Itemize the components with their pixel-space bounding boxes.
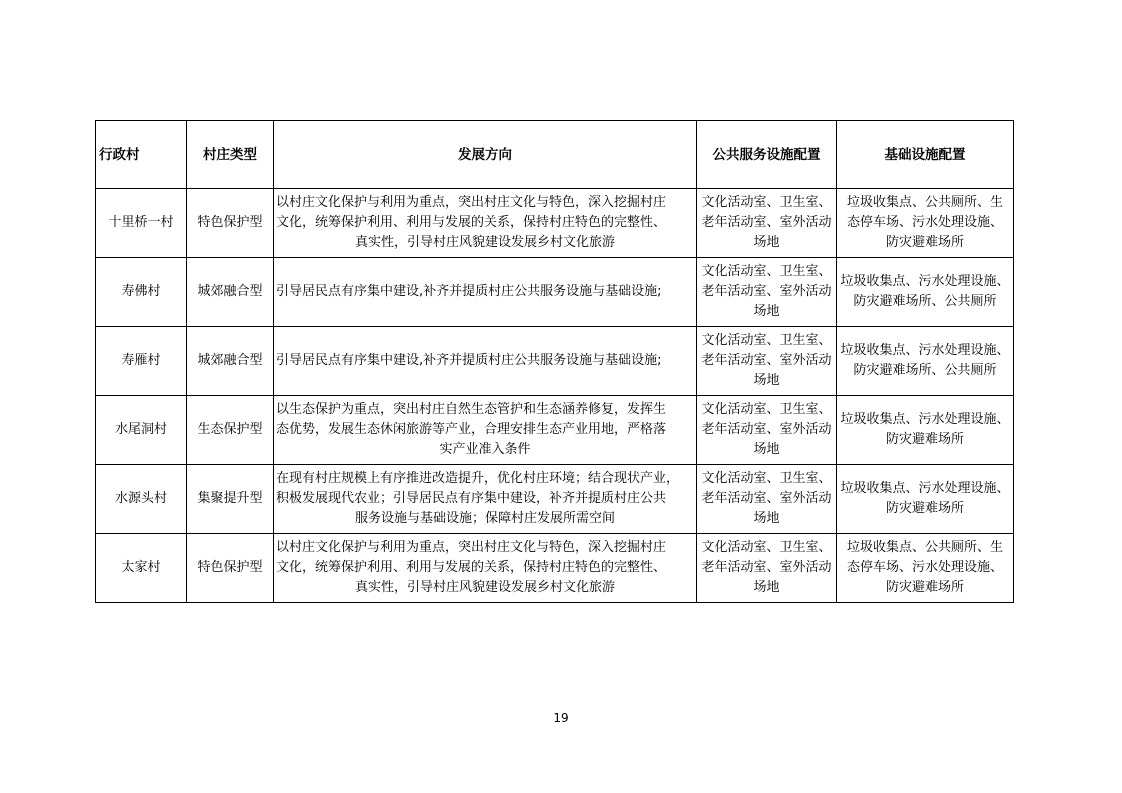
table-row xyxy=(96,465,1014,534)
infrastructure-line: 态停车场、污水处理设施、 xyxy=(846,215,1003,230)
public-service-line: 场地 xyxy=(753,511,780,526)
public-service-line: 文化活动室、卫生室、 xyxy=(701,540,832,555)
cell-public-services xyxy=(697,327,837,396)
cell-direction xyxy=(274,534,697,603)
public-service-line: 老年活动室、室外活动 xyxy=(701,560,832,575)
cell-direction xyxy=(274,189,697,258)
direction-line: 积极发展现代农业；引导居民点有序集中建设，补齐并提质村庄公共 xyxy=(276,491,667,506)
direction-line: 以村庄文化保护与利用为重点，突出村庄文化与特色，深入挖掘村庄 xyxy=(276,195,667,210)
cell-direction xyxy=(274,396,697,465)
direction-line: 引导居民点有序集中建设,补齐并提质村庄公共服务设施与基础设施; xyxy=(276,284,662,299)
public-service-line: 老年活动室、室外活动 xyxy=(701,353,832,368)
cell-direction xyxy=(274,327,697,396)
infrastructure-line: 垃圾收集点、污水处理设施、 xyxy=(840,343,1010,358)
infrastructure-line: 垃圾收集点、污水处理设施、 xyxy=(840,412,1010,427)
cell-type: 特色保护型 xyxy=(187,189,274,258)
public-service-line: 文化活动室、卫生室、 xyxy=(701,195,832,210)
infrastructure-line: 垃圾收集点、污水处理设施、 xyxy=(840,481,1010,496)
table-header-row xyxy=(96,121,1014,189)
cell-direction xyxy=(274,258,697,327)
public-service-line: 文化活动室、卫生室、 xyxy=(701,471,832,486)
direction-line: 在现有村庄规模上有序推进改造提升，优化村庄环境；结合现状产业， xyxy=(276,471,680,486)
cell-infrastructure xyxy=(837,534,1014,603)
cell-village: 十里桥一村 xyxy=(96,189,187,258)
cell-public-services xyxy=(697,534,837,603)
cell-public-services xyxy=(697,189,837,258)
cell-infrastructure xyxy=(837,189,1014,258)
table-row xyxy=(96,327,1014,396)
header-village: 行政村 xyxy=(96,121,187,189)
cell-village: 水尾洞村 xyxy=(96,396,187,465)
table-row xyxy=(96,396,1014,465)
cell-type: 城郊融合型 xyxy=(187,258,274,327)
infrastructure-line: 垃圾收集点、公共厕所、生 xyxy=(846,195,1003,210)
table-row xyxy=(96,534,1014,603)
public-service-line: 场地 xyxy=(753,442,780,457)
page-number: 19 xyxy=(553,711,569,725)
direction-line: 态优势，发展生态休闲旅游等产业，合理安排生态产业用地，严格落 xyxy=(276,422,667,437)
public-service-line: 老年活动室、室外活动 xyxy=(701,215,832,230)
infrastructure-line: 垃圾收集点、污水处理设施、 xyxy=(840,274,1010,289)
public-service-line: 场地 xyxy=(753,580,780,595)
direction-line: 实产业准入条件 xyxy=(439,442,531,457)
infrastructure-line: 防灾避难场所 xyxy=(885,580,964,595)
infrastructure-line: 防灾避难场所 xyxy=(885,432,964,447)
cell-public-services xyxy=(697,396,837,465)
direction-line: 真实性，引导村庄风貌建设发展乡村文化旅游 xyxy=(354,580,615,595)
public-service-line: 文化活动室、卫生室、 xyxy=(701,264,832,279)
direction-line: 以生态保护为重点，突出村庄自然生态管护和生态涵养修复，发挥生 xyxy=(276,402,667,417)
cell-infrastructure xyxy=(837,327,1014,396)
header-direction: 发展方向 xyxy=(274,121,697,189)
header-infrastructure: 基础设施配置 xyxy=(837,121,1014,189)
public-service-line: 老年活动室、室外活动 xyxy=(701,422,832,437)
cell-type: 特色保护型 xyxy=(187,534,274,603)
cell-type: 集聚提升型 xyxy=(187,465,274,534)
cell-infrastructure xyxy=(837,258,1014,327)
public-service-line: 场地 xyxy=(753,235,780,250)
infrastructure-line: 防灾避难场所、公共厕所 xyxy=(853,294,997,309)
public-service-line: 文化活动室、卫生室、 xyxy=(701,402,832,417)
cell-village: 水源头村 xyxy=(96,465,187,534)
public-service-line: 场地 xyxy=(753,373,780,388)
infrastructure-line: 垃圾收集点、公共厕所、生 xyxy=(846,540,1003,555)
public-service-line: 场地 xyxy=(753,304,780,319)
public-service-line: 文化活动室、卫生室、 xyxy=(701,333,832,348)
direction-line: 文化，统筹保护利用、利用与发展的关系，保持村庄特色的完整性、 xyxy=(276,560,667,575)
header-public-services: 公共服务设施配置 xyxy=(697,121,837,189)
public-service-line: 老年活动室、室外活动 xyxy=(701,284,832,299)
header-type: 村庄类型 xyxy=(187,121,274,189)
table-row xyxy=(96,189,1014,258)
cell-village: 寿雁村 xyxy=(96,327,187,396)
direction-line: 真实性，引导村庄风貌建设发展乡村文化旅游 xyxy=(354,235,615,250)
cell-infrastructure xyxy=(837,396,1014,465)
cell-type: 生态保护型 xyxy=(187,396,274,465)
cell-infrastructure xyxy=(837,465,1014,534)
cell-direction xyxy=(274,465,697,534)
direction-line: 以村庄文化保护与利用为重点，突出村庄文化与特色，深入挖掘村庄 xyxy=(276,540,667,555)
cell-public-services xyxy=(697,465,837,534)
infrastructure-line: 防灾避难场所 xyxy=(885,501,964,516)
village-plan-table xyxy=(95,120,1014,603)
direction-line: 服务设施与基础设施；保障村庄发展所需空间 xyxy=(354,511,615,526)
direction-line: 文化，统筹保护利用、利用与发展的关系，保持村庄特色的完整性、 xyxy=(276,215,667,230)
cell-village: 寿佛村 xyxy=(96,258,187,327)
cell-type: 城郊融合型 xyxy=(187,327,274,396)
infrastructure-line: 防灾避难场所 xyxy=(885,235,964,250)
public-service-line: 老年活动室、室外活动 xyxy=(701,491,832,506)
infrastructure-line: 防灾避难场所、公共厕所 xyxy=(853,363,997,378)
cell-village: 太家村 xyxy=(96,534,187,603)
direction-line: 引导居民点有序集中建设,补齐并提质村庄公共服务设施与基础设施; xyxy=(276,353,662,368)
infrastructure-line: 态停车场、污水处理设施、 xyxy=(846,560,1003,575)
table-row xyxy=(96,258,1014,327)
cell-public-services xyxy=(697,258,837,327)
